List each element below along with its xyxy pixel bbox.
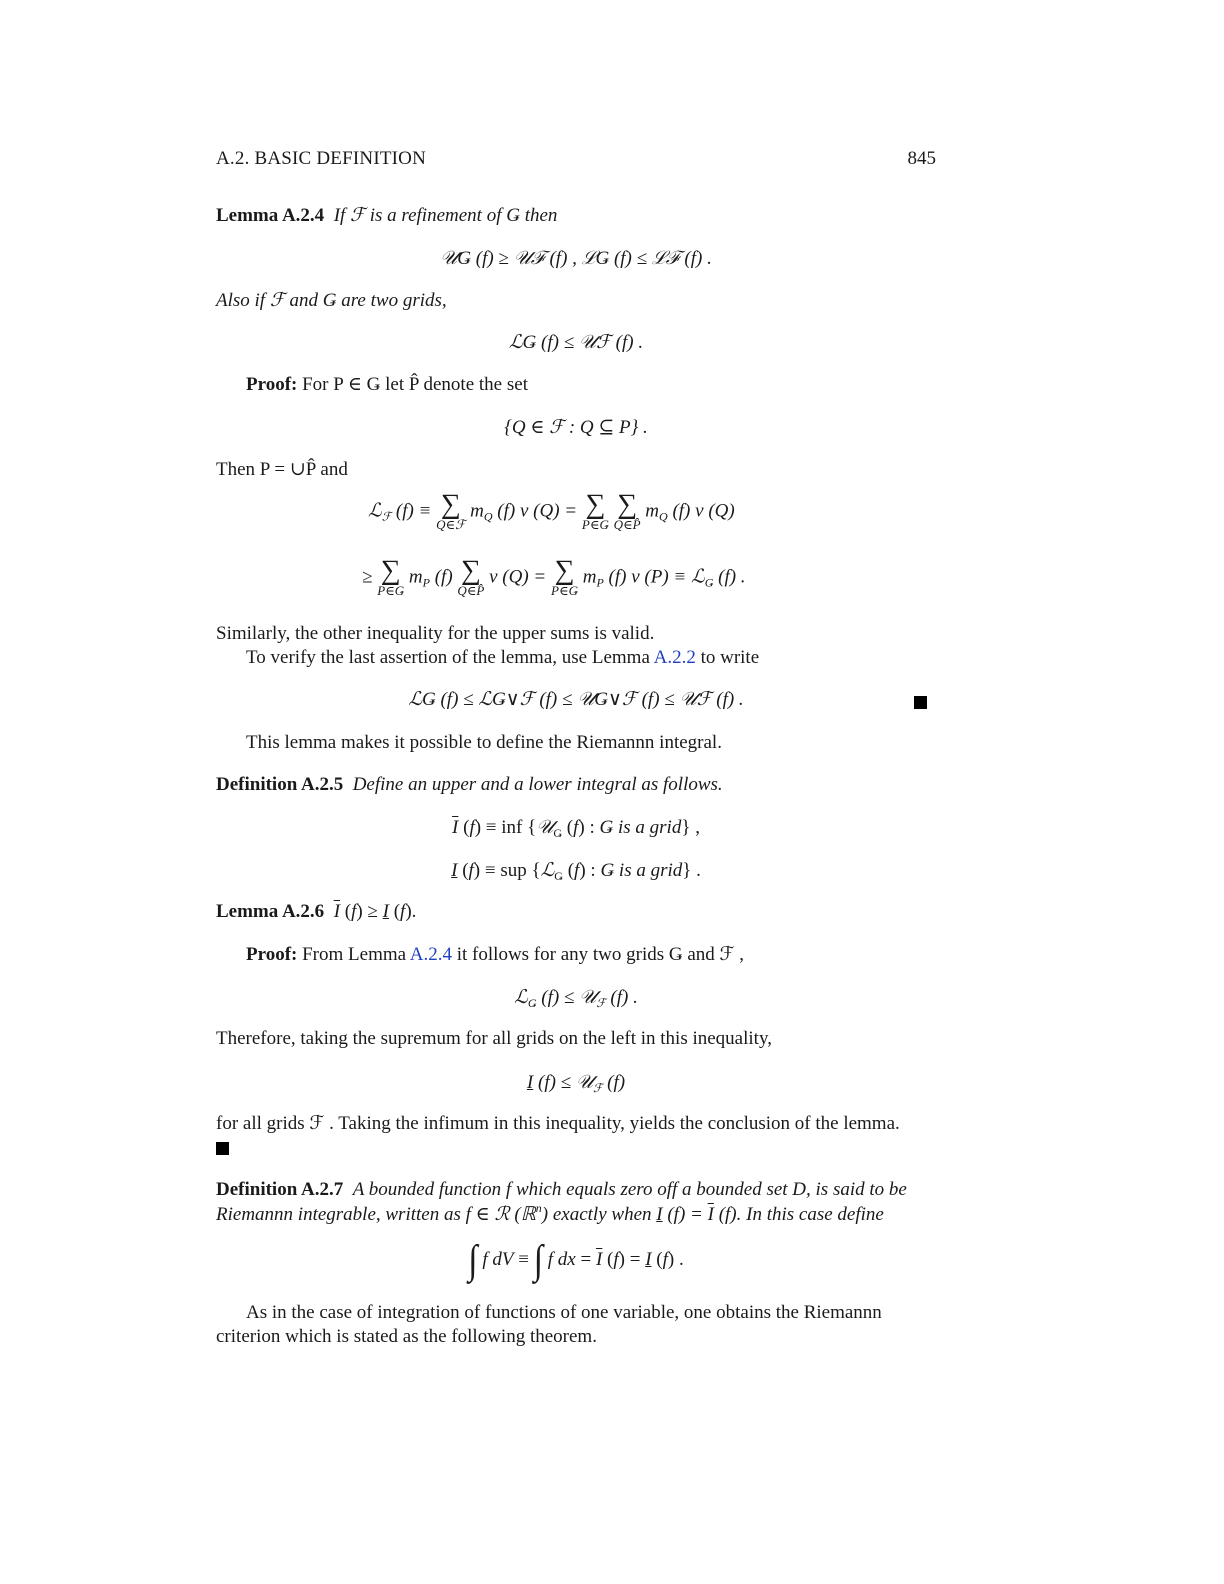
page [216, 0, 936, 1584]
def-a25-statement [216, 773, 723, 797]
equation-upper-integral: $\overline{I}$ (f) ≡ inf {𝒰$_Ǥ$ (f) : Ǥ is a grid} , [452, 816, 700, 840]
sum-symbol: ∑ Q∈P̂ [613, 489, 641, 532]
equation-lower-integral: I (f) ≡ sup {ℒ$_Ǥ$ (f) : Ǥ is a grid} . [451, 859, 701, 883]
verify-text-pre: To verify the last assertion of the lemma, use Lemma [246, 647, 650, 668]
proof-1-text: For P ∈ Ǥ let P̂ denote the set [302, 374, 528, 395]
equation-proof-2b: I (f) ≤ 𝒰$_ℱ$ (f) [526, 1071, 626, 1095]
def-a25-label: Definition A.2.5 [216, 774, 344, 795]
proof-1-then: Then P = ∪P̂ and [216, 459, 348, 480]
page-number: 845 [907, 148, 936, 169]
equation-integral-def: ∫ f dV ≡ ∫ f dx = $\overline{I}$ (f) = I (f) . [468, 1237, 684, 1283]
proof-2-label: Proof: [246, 944, 298, 965]
sum-symbol: ∑ P∈Ǥ [551, 555, 578, 598]
proof-1-line [246, 373, 528, 397]
equation-lemma-a24-1: 𝒰Ǥ (f) ≥ 𝒰ℱ (f) , ℒǤ (f) ≤ ℒℱ (f) . [440, 248, 712, 269]
remark-text: This lemma makes it possible to define the Riemannn integral. [246, 732, 722, 753]
proof-2-post: it follows for any two grids Ǥ and ℱ , [456, 944, 744, 965]
proof-2-therefore: Therefore, taking the supremum for all grids on the left in this inequality, [216, 1028, 772, 1049]
sum-symbol: ∑ P∈Ǥ [377, 555, 405, 598]
qed-square-icon [216, 1138, 229, 1162]
running-header-section: A.2. BASIC DEFINITION [216, 148, 427, 169]
def-a27-line1 [216, 1178, 907, 1202]
equation-lemma-a24-2: ℒǤ (f) ≤ 𝒰ℱ (f) . [508, 332, 644, 353]
sum-symbol: ∑ Q∈P̂ [457, 555, 485, 598]
proof-1-label: Proof: [246, 374, 298, 395]
def-a27-label: Definition A.2.7 [216, 1179, 344, 1200]
equation-set-definition: {Q ∈ ℱ : Q ⊆ P} . [504, 417, 648, 438]
lemma-a24-text: If ℱ is a refinement of Ǥ then [333, 205, 558, 226]
def-a27-text: A bounded function f which equals zero off a bounded set D, is said to be [352, 1179, 907, 1200]
lemma-a26-label: Lemma A.2.6 [216, 901, 325, 922]
def-a25-text: Define an upper and a lower integral as follows. [352, 774, 723, 795]
def-a27-line2: Riemannn integrable, written as f ∈ ℛ (ℝ$^n$) exactly when I $(f) = \overline{I}$ (f). In this case define [216, 1201, 884, 1225]
closing-line-2: criterion which is stated as the following theorem. [216, 1326, 597, 1347]
closing-line-1: As in the case of integration of functions of one variable, one obtains the Riemannn [246, 1302, 882, 1323]
lemma-a26-statement: Lemma A.2.6 $\overline{I}$ (f) ≥ I (f). [216, 901, 417, 922]
proof-1-verify [246, 646, 759, 670]
verify-text-post: to write [700, 647, 760, 668]
lemma-a24-statement [216, 204, 557, 228]
lemma-a24-label: Lemma A.2.4 [216, 205, 325, 226]
lemma-a24-link[interactable]: A.2.4 [409, 944, 452, 965]
lemma-a24-also: Also if ℱ and Ǥ are two grids, [216, 290, 447, 311]
sum-symbol: ∑ Q∈ℱ [436, 489, 466, 532]
equation-chain: ℒǤ (f) ≤ ℒǤ∨ℱ (f) ≤ 𝒰Ǥ∨ℱ (f) ≤ 𝒰ℱ (f) . [408, 689, 744, 710]
qed-square-icon [914, 692, 927, 716]
proof-1-similarly: Similarly, the other inequality for the upper sums is valid. [216, 623, 655, 644]
sum-symbol: ∑ P∈Ǥ [581, 489, 609, 532]
equation-proof-2: ℒ$_Ǥ$ (f) ≤ 𝒰$_ℱ$ (f) . [514, 986, 638, 1010]
equation-sum-1: ℒ$_ℱ$ (f) ≡ ∑ Q∈ℱ $m_Q$ (f) v (Q) = ∑ P∈Ǥ ∑ Q∈P̂ $m_Q$ (f) v (Q) [368, 489, 735, 532]
lemma-a22-link[interactable]: A.2.2 [653, 647, 696, 668]
proof-2-pre: From Lemma [302, 944, 407, 965]
proof-2-line [246, 943, 744, 967]
proof-2-forall: for all grids ℱ . Taking the infimum in this inequality, yields the conclusion of the lemma. [216, 1113, 900, 1134]
equation-sum-2: ≥ ∑ P∈Ǥ $m_P$ (f) ∑ Q∈P̂ v (Q) = ∑ P∈Ǥ $m_P$ (f) v (P) ≡ ℒ$_Ǥ$ (f) . [362, 555, 746, 598]
